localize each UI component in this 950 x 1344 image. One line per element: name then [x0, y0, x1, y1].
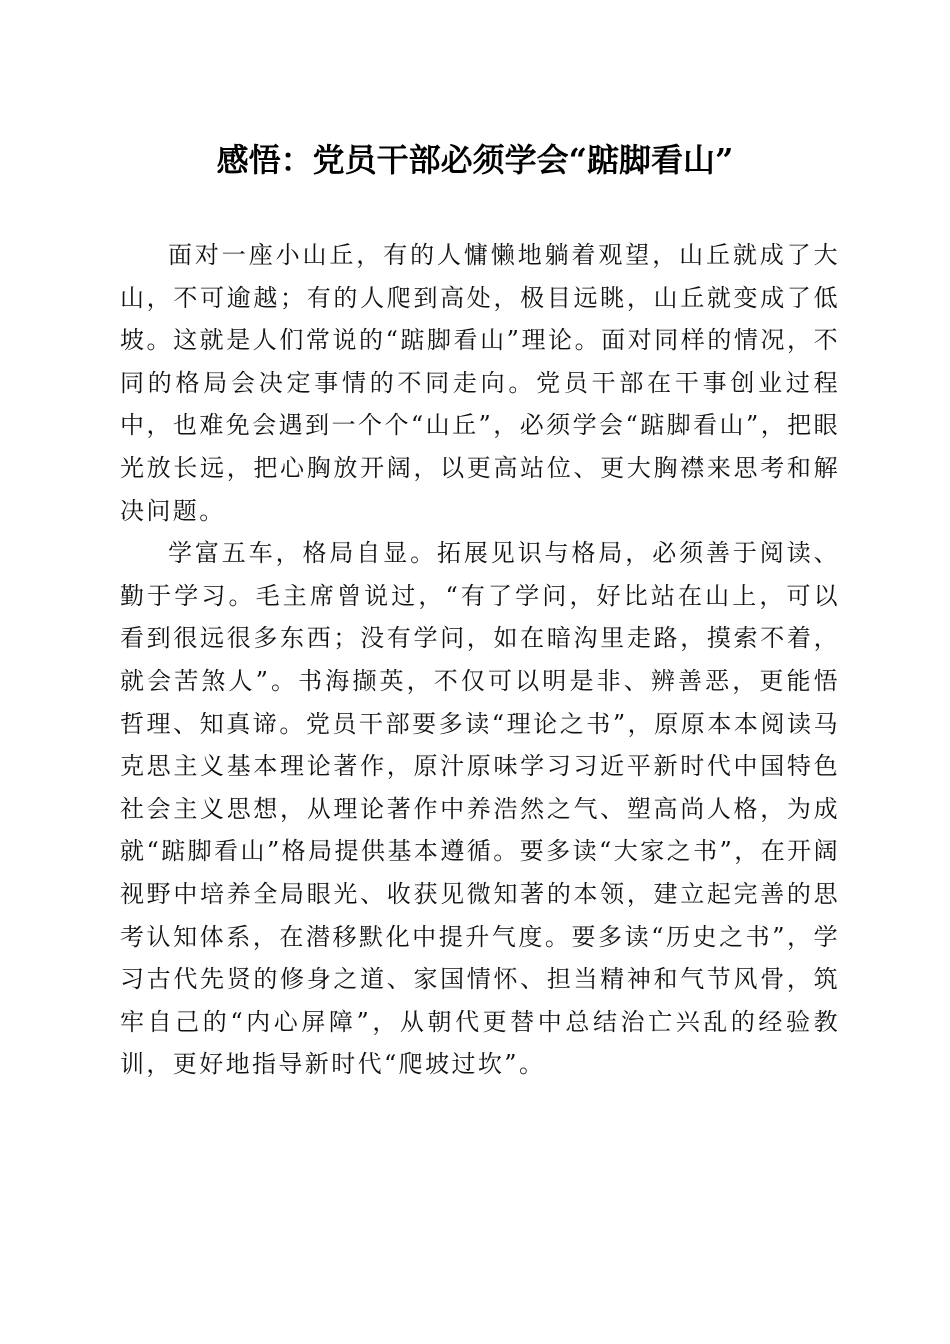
paragraph-2: 学富五车，格局自显。拓展见识与格局，必须善于阅读、勤于学习。毛主席曾说过，“有了学问，好比站在山上，可以看到很远很多东西；没有学问，如在暗沟里走路，摸索不着，就会苦煞人”。书海撷英，不仅可以明是非、辨善恶，更能悟哲理、知真谛。党员干部要多读“理论之书”，原原本本阅读马克思主义基本理论著作，原汁原味学习习近平新时代中国特色社会主义思想，从理论著作中养浩然之气、塑高尚人格，为成就“踮脚看山”格局提供基本遵循。要多读“大家之书”，在开阔视野中培养全局眼光、收获见微知著的本领，建立起完善的思考认知体系，在潜移默化中提升气度。要多读“历史之书”，学习古代先贤的修身之道、家国情怀、担当精神和气节风骨，筑牢自己的“内心屏障”，从朝代更替中总结治亡兴乱的经验教训，更好地指导新时代“爬坡过坎”。	[120, 539, 840, 1079]
document-title: 感悟：党员干部必须学会“踮脚看山”	[216, 141, 734, 179]
document-body	[120, 234, 840, 1086]
paragraph-1: 面对一座小山丘，有的人慵懒地躺着观望，山丘就成了大山，不可逾越；有的人爬到高处，极目远眺，山丘就变成了低坡。这就是人们常说的“踮脚看山”理论。面对同样的情况，不同的格局会决定事情的不同走向。党员干部在干事创业过程中，也难免会遇到一个个“山丘”，必须学会“踮脚看山”，把眼光放长远，把心胸放开阔，以更高站位、更大胸襟来思考和解决问题。	[120, 241, 840, 525]
